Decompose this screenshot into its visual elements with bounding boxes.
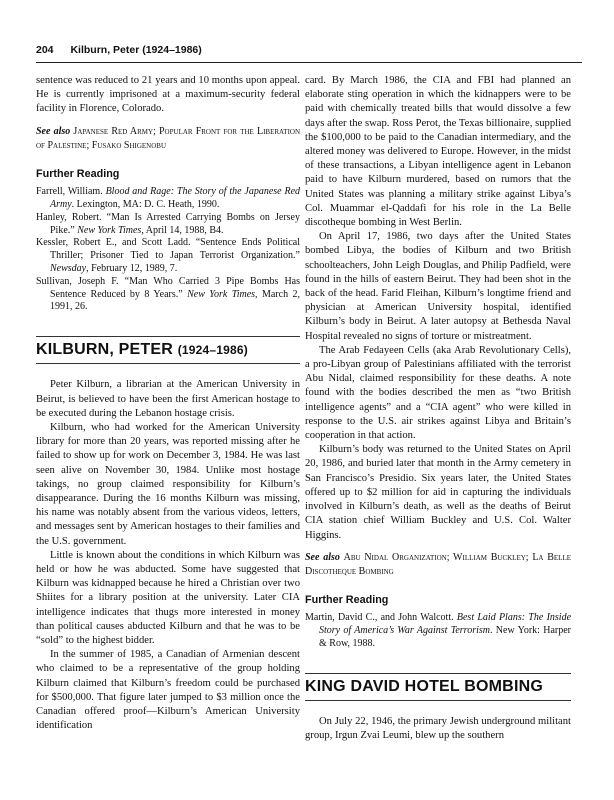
- body-paragraph: On July 22, 1946, the primary Jewish underground militant group, Irgun Zvai Leumi, blew up the southern: [305, 715, 571, 742]
- body-paragraph: Little is known about the conditions in which Kilburn was held or how he was abducted. Some have suggested that Kilburn was kidnapped because he hired a Christian over two Shiites for a library position at the university. Later CIA intelligence indicates that thugs more interested in money than political causes abducted Kilburn and that he was to be “sold” to the highest bidder.: [36, 549, 300, 647]
- entry-years: (1924–1986): [177, 343, 248, 358]
- running-header: [36, 44, 582, 63]
- see-also-label: See also: [305, 551, 340, 563]
- entry-title: [305, 673, 571, 701]
- reference-item: Farrell, William. Blood and Rage: The Story of the Japanese Red Army. Lexington, MA: D. C. Heath, 1990.: [36, 186, 301, 211]
- body-paragraph: Kilburn’s body was returned to the United States on April 20, 1986, and buried later that month in the Army cemetery in San Francisco’s Presidio. Six years later, the United States offered up to $2 million for aid in capturing the individuals involved in Kilburn’s death, as well as the deaths of Beirut CIA station chief William Buckley and U.S. Col. Walter Higgins.: [305, 444, 571, 541]
- reference-item: Kessler, Robert E., and Scott Ladd. “Sentence Ends Political Thriller; Prisoner Tied to Japan Terrorist Organization.” Newsday, February 12, 1989, 7.: [36, 237, 300, 274]
- body-paragraph: Peter Kilburn, a librarian at the American University in Beirut, is believed to have been the first American hostage to be executed during the Lebanon hostage crisis.: [36, 379, 300, 419]
- body-paragraph: In the summer of 1985, a Canadian of Armenian descent who claimed to be a representative of the group holding Kilburn claimed that Kilburn’s freedom could be purchased for $500,000. That figure later jumped to $3 million once the Canadian offered proof—Kilburn’s American University identification: [36, 649, 300, 732]
- entry-name: KILBURN, PETER: [36, 341, 174, 359]
- continued-paragraph: sentence was reduced to 21 years and 10 months upon appeal. He is currently imprisoned at a maximum-security federal facility in Florence, Colorado.: [36, 75, 300, 115]
- continued-paragraph: card. By March 1986, the CIA and FBI had planned an elaborate sting operation in which the kidnappers were to be paid with chemically treated bills that would dissolve a few days after the swap. Ross Perot, the Texas billionaire, supplied the $100,000 to be paid to the Canadian intermediary, and the altered money was delivered to Europe. However, in the midst of these transactions, a Libyan intelligence agent in Lebanon paid to have Kilburn murdered, based on rumors that the United States was planning a military strike against Libya’s Col. Muammar el-Qaddafi for his role in the La Belle discotheque bombing in West Berlin.: [305, 75, 571, 229]
- see-also: [36, 125, 300, 153]
- body-paragraph: On April 17, 1986, two days after the United States bombed Libya, the bodies of Kilburn and two British schoolteachers, John Leigh Douglas, and Philip Padfield, were found in the hills of eastern Beirut. They had been shot in the back of the head. Farid Fleihan, Kilburn’s longtime friend and physician at American University hospital, identified Kilburn’s body in Beirut. A later autopsy at Bethesda Naval Hospital revealed no signs of torture or mistreatment.: [305, 231, 571, 342]
- see-also-links[interactable]: Abu Nidal Organization; William Buckley; La Belle Discotheque Bombing: [305, 551, 572, 577]
- entry-name: KING DAVID HOTEL BOMBING: [305, 677, 543, 695]
- reference-item: Sullivan, Joseph F. “Man Who Carried 3 Pipe Bombs Has Sentence Reduced by 8 Years.” New York Times, March 2, 1991, 26.: [36, 275, 300, 313]
- see-also-links[interactable]: Japanese Red Army; Popular Front for the Liberation of Palestine; Fusako Shigenobu: [36, 125, 301, 151]
- page-number: 204: [36, 44, 54, 56]
- further-reading-heading: Further Reading: [36, 168, 120, 181]
- right-column: [305, 74, 571, 743]
- further-reading-heading: Further Reading: [305, 594, 389, 607]
- see-also-label: See also: [36, 125, 71, 137]
- body-paragraph: The Arab Fedayeen Cells (aka Arab Revolutionary Cells), a pro-Libyan group of Palestinians affiliated with the terrorist Abu Nidal, claimed responsibility for these deaths. A note found with the bodies described the men as “two British intelligence agents” and a “CIA agent” who were killed in response to the U.S. air strikes against Libya and Britain’s cooperation in that action.: [305, 344, 571, 442]
- reference-item: Hanley, Robert. “Man Is Arrested Carrying Bombs on Jersey Pike.” New York Times, April 14, 1988, B4.: [36, 211, 300, 236]
- running-title: Kilburn, Peter (1924–1986): [70, 44, 202, 56]
- body-paragraph: Kilburn, who had worked for the American University library for more than 20 years, was reported missing after he failed to show up for work on December 3, 1984. He was last seen alive on November 30, 1984. Unlike most hostage takings, no group claimed responsibility for Kilburn’s disappearance. During the 16 months Kilburn was missing, his name was notably absent from the various videos, letters, and messages sent by American hostages to their families and the U.S. government.: [36, 422, 300, 547]
- see-also: [305, 551, 571, 579]
- left-column: [36, 74, 300, 733]
- reference-item: Martin, David C., and John Walcott. Best Laid Plans: The Inside Story of America’s War Against Terrorism. New York: Harper & Row, 1988.: [305, 612, 572, 649]
- entry-title: [36, 336, 300, 364]
